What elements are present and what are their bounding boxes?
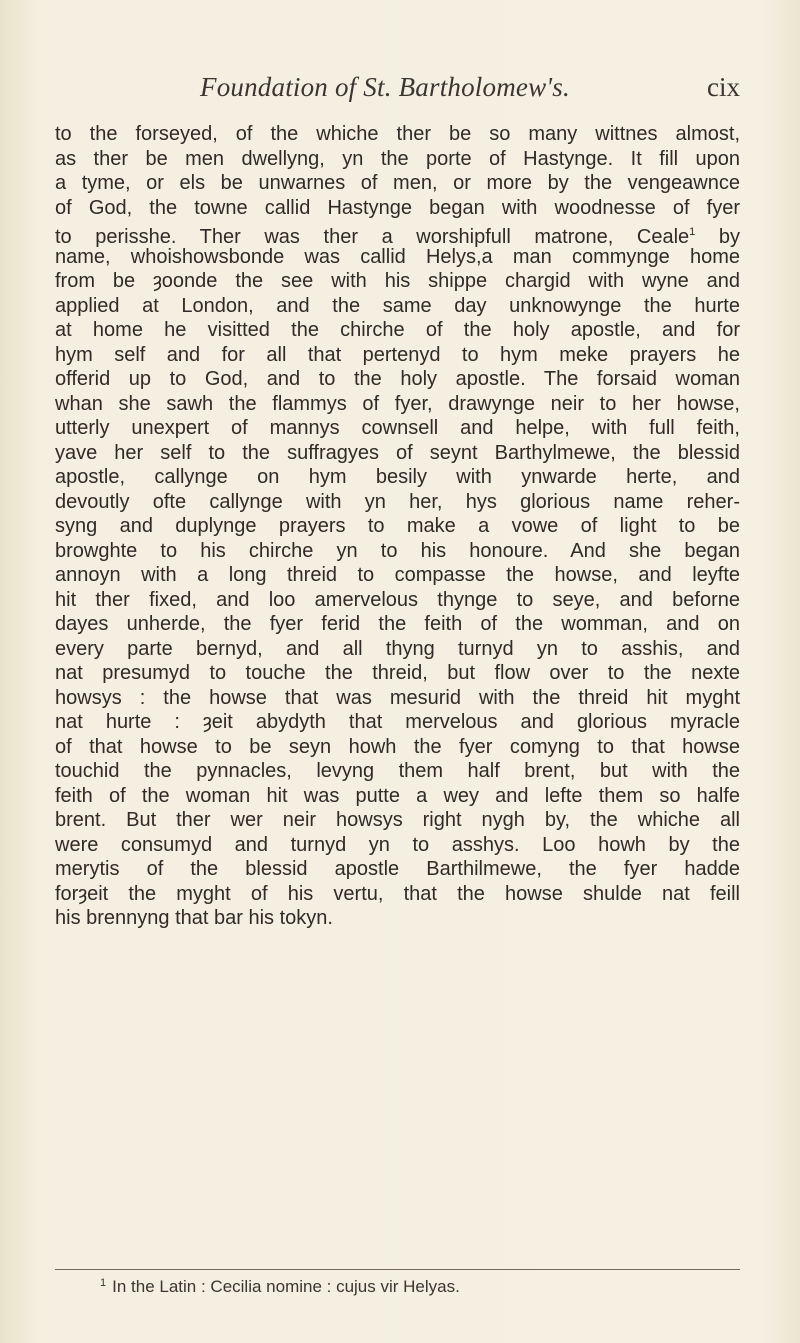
text-line: devoutly ofte callynge with yn her, hys glorious name reher- [55,490,740,513]
text-line: a tyme, or els be unwarnes of men, or more by the vengeawnce [55,172,740,194]
text-line: browghte to his chirche yn to his honoure. And she began [55,539,740,562]
body-text [55,122,740,931]
footnote [100,1277,740,1297]
text-line: touchid the pynnacles, levyng them half brent, but with the [55,760,740,782]
text-line: annoyn with a long threid to compasse the howse, and leyfte [55,564,740,586]
text-line: hit ther fixed, and loo amervelous thynge to seye, and beforne [55,588,740,611]
text-line: hym self and for all that pertenyd to hym meke prayers he [55,343,740,366]
text-line: his brennyng that bar his tokyn. [55,907,333,929]
text-line-with-footnote-ref [55,220,740,248]
page-header [200,72,740,112]
footnote-text: In the Latin : Cecilia nomine : cujus vir Helyas. [112,1277,460,1296]
text-line: syng and duplynge prayers to make a vowe of light to be [55,515,740,537]
text-line: nat presumyd to touche the threid, but flow over to the nexte [55,662,740,684]
footnote-reference: 1 [689,226,696,238]
text-line: dayes unherde, the fyer ferid the feith of the womman, and on [55,613,740,635]
text-line: as ther be men dwellyng, yn the porte of Hastynge. It fill upon [55,147,740,170]
text-line: howsys : the howse that was mesurid with the threid hit myght [55,686,740,709]
text-line: to the forseyed, of the whiche ther be so many wittnes almost, [55,123,740,145]
footnote-number: 1 [100,1277,107,1289]
text-line: brent. But ther wer neir howsys right nygh by, the whiche all [55,809,740,831]
text-line: of God, the towne callid Hastynge began with woodnesse of fyer [55,196,740,219]
text-line: every parte bernyd, and all thyng turnyd yn to asshis, and [55,637,740,660]
text-line: at home he visitted the chirche of the holy apostle, and for [55,319,740,341]
text-line: apostle, callynge on hym besily with ynwarde herte, and [55,466,740,488]
text-line: applied at London, and the same day unknowynge the hurte [55,294,740,317]
footnote-divider [55,1269,740,1270]
text-line: name, whoishowsbonde was callid Helys,a man commynge home [55,245,740,268]
running-title: Foundation of St. Bartholomew's. [200,72,570,102]
page-number: cix [707,72,740,102]
text-line: whan she sawh the flammys of fyer, drawynge neir to her howse, [55,392,740,415]
text-line: feith of the woman hit was putte a wey and lefte them so halfe [55,784,740,807]
text-line: forȝeit the myght of his vertu, that the howse shulde nat feill [55,882,740,905]
text-line: were consumyd and turnyd yn to asshys. Loo howh by the [55,833,740,856]
text-segment: by [695,226,740,248]
text-line: of that howse to be seyn howh the fyer comyng to that howse [55,735,740,758]
text-segment: to perisshe. Ther was ther a worshipfull matrone, Ceale [55,226,690,248]
text-line: offerid up to God, and to the holy apostle. The forsaid woman [55,368,740,390]
text-line: nat hurte : ȝeit abydyth that mervelous and glorious myracle [55,711,740,733]
text-line: utterly unexpert of mannys cownsell and helpe, with full feith, [55,417,740,439]
text-line: yave her self to the suffragyes of seynt Barthylmewe, the blessid [55,441,740,464]
text-line: from be ȝoonde the see with his shippe chargid with wyne and [55,270,740,292]
text-line: merytis of the blessid apostle Barthilmewe, the fyer hadde [55,858,740,880]
